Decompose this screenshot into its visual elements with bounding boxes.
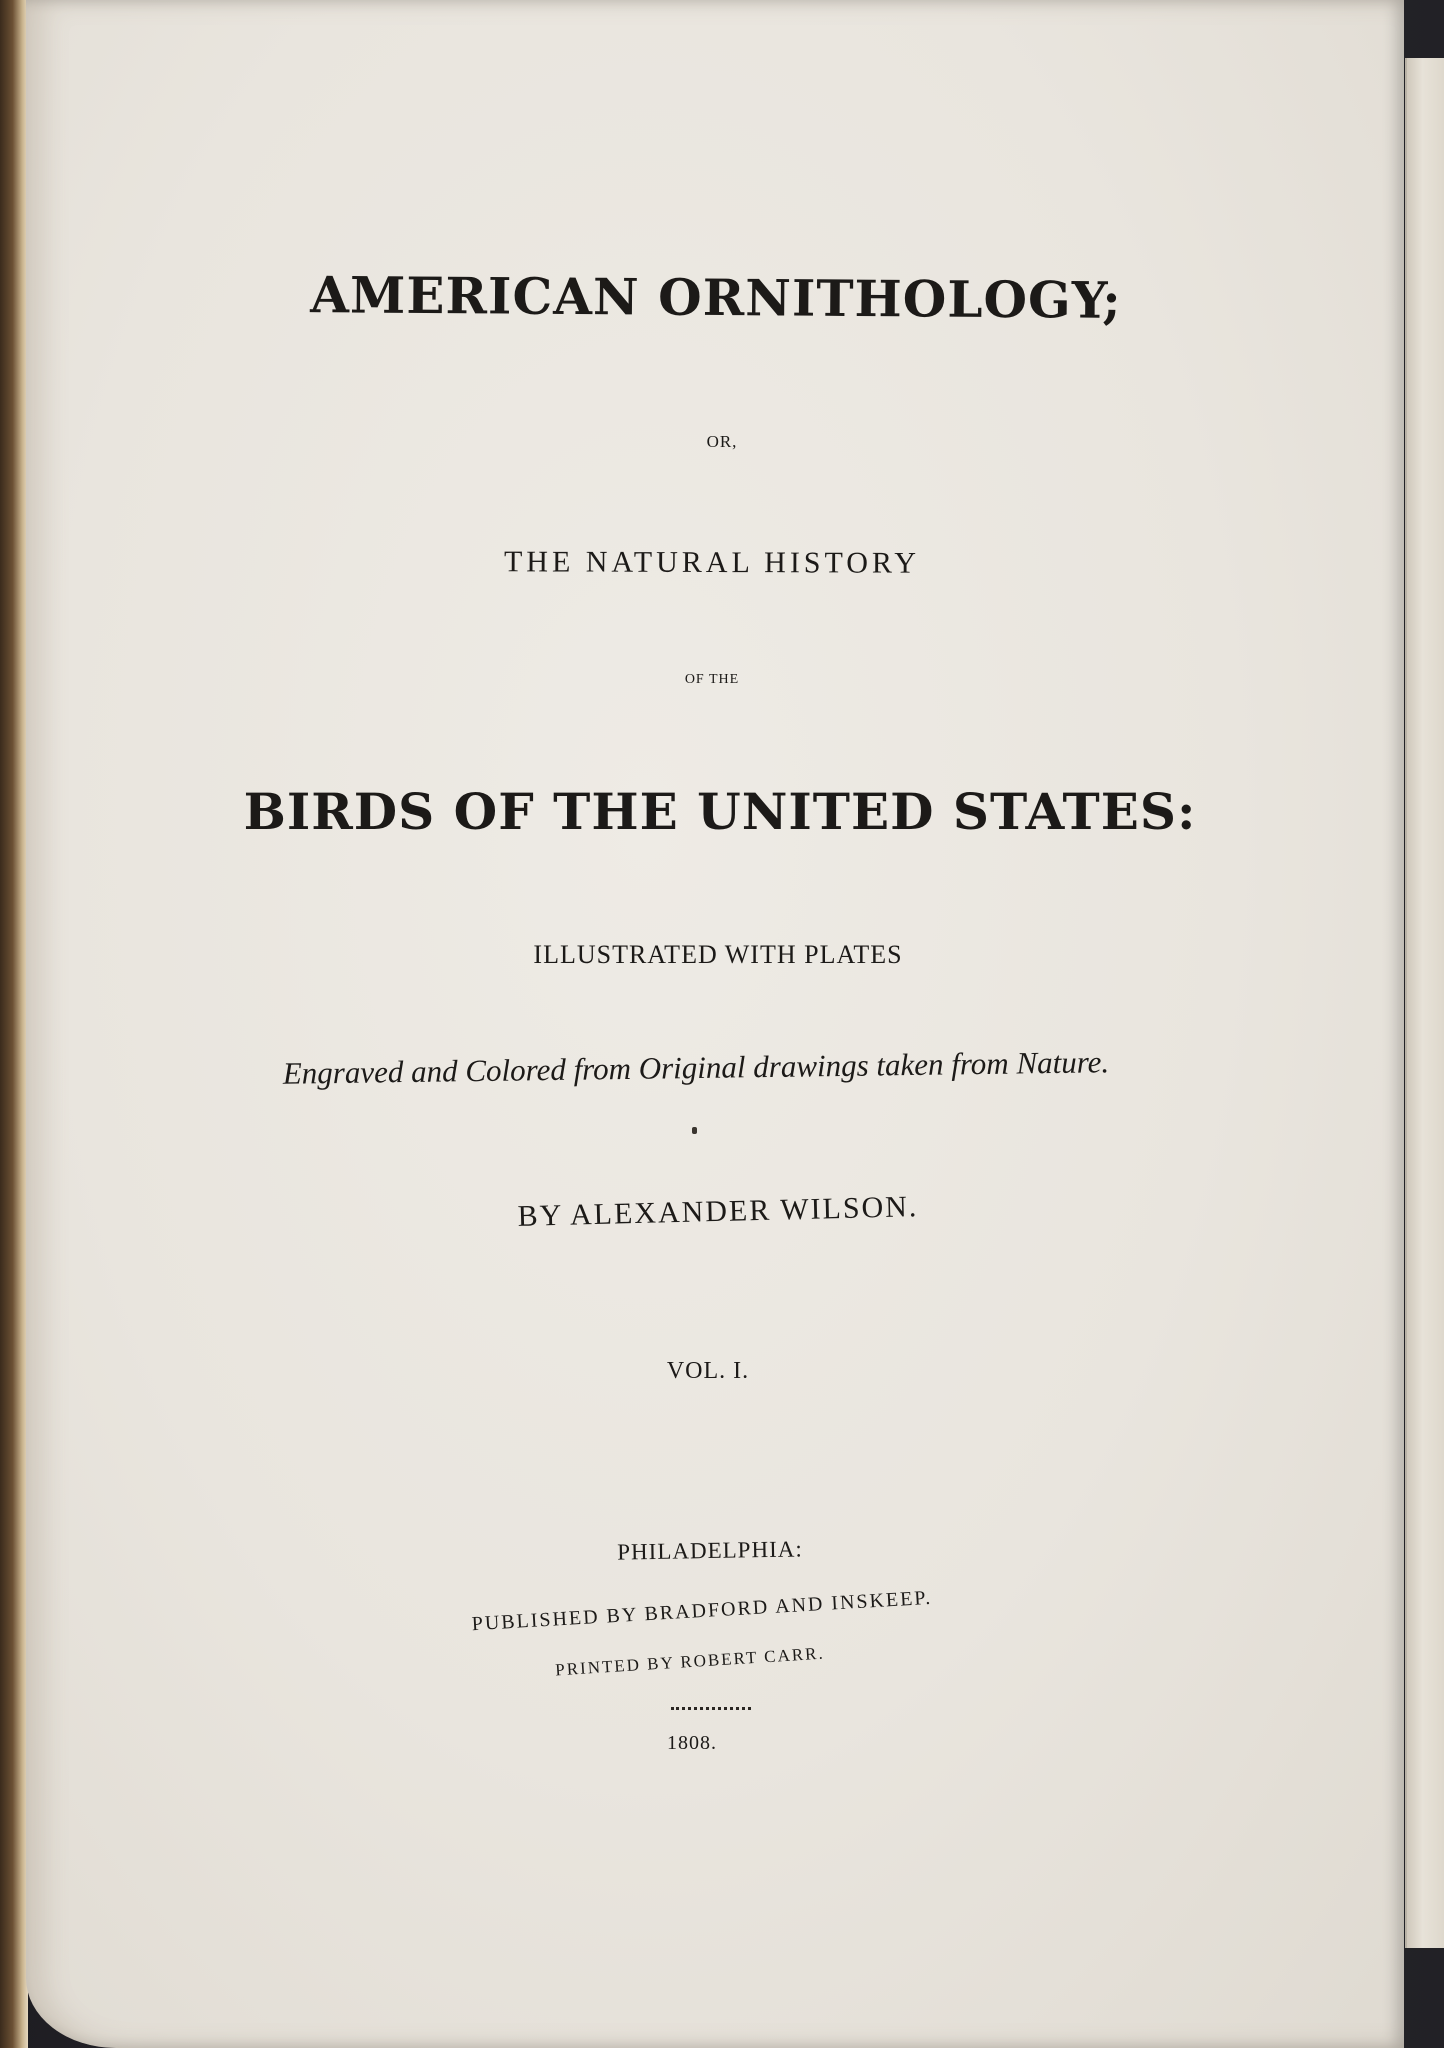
- author-line: BY ALEXANDER WILSON.: [517, 1190, 919, 1233]
- book-title: AMERICAN ORNITHOLOGY;: [310, 265, 1122, 330]
- or-line: OR,: [706, 432, 738, 451]
- imprint-publisher: PUBLISHED BY BRADFORD AND INSKEEP.: [471, 1586, 933, 1636]
- next-page-edge: [1405, 58, 1444, 1948]
- subtitle-birds: BIRDS OF THE UNITED STATES:: [243, 782, 1197, 841]
- of-the-line: OF THE: [684, 672, 740, 687]
- engraved-line: Engraved and Colored from Original drawings taken from Nature.: [282, 1044, 1110, 1091]
- imprint-printer: PRINTED BY ROBERT CARR.: [554, 1643, 826, 1680]
- subtitle-natural-history: THE NATURAL HISTORY: [503, 545, 921, 580]
- illustrated-line: ILLUSTRATED WITH PLATES: [533, 940, 903, 969]
- imprint-year: 1808.: [667, 1732, 717, 1754]
- volume-label: VOL. I.: [666, 1358, 750, 1384]
- dotted-rule: [671, 1707, 751, 1710]
- ink-speck: [692, 1127, 697, 1134]
- imprint-city: PHILADELPHIA:: [617, 1536, 803, 1565]
